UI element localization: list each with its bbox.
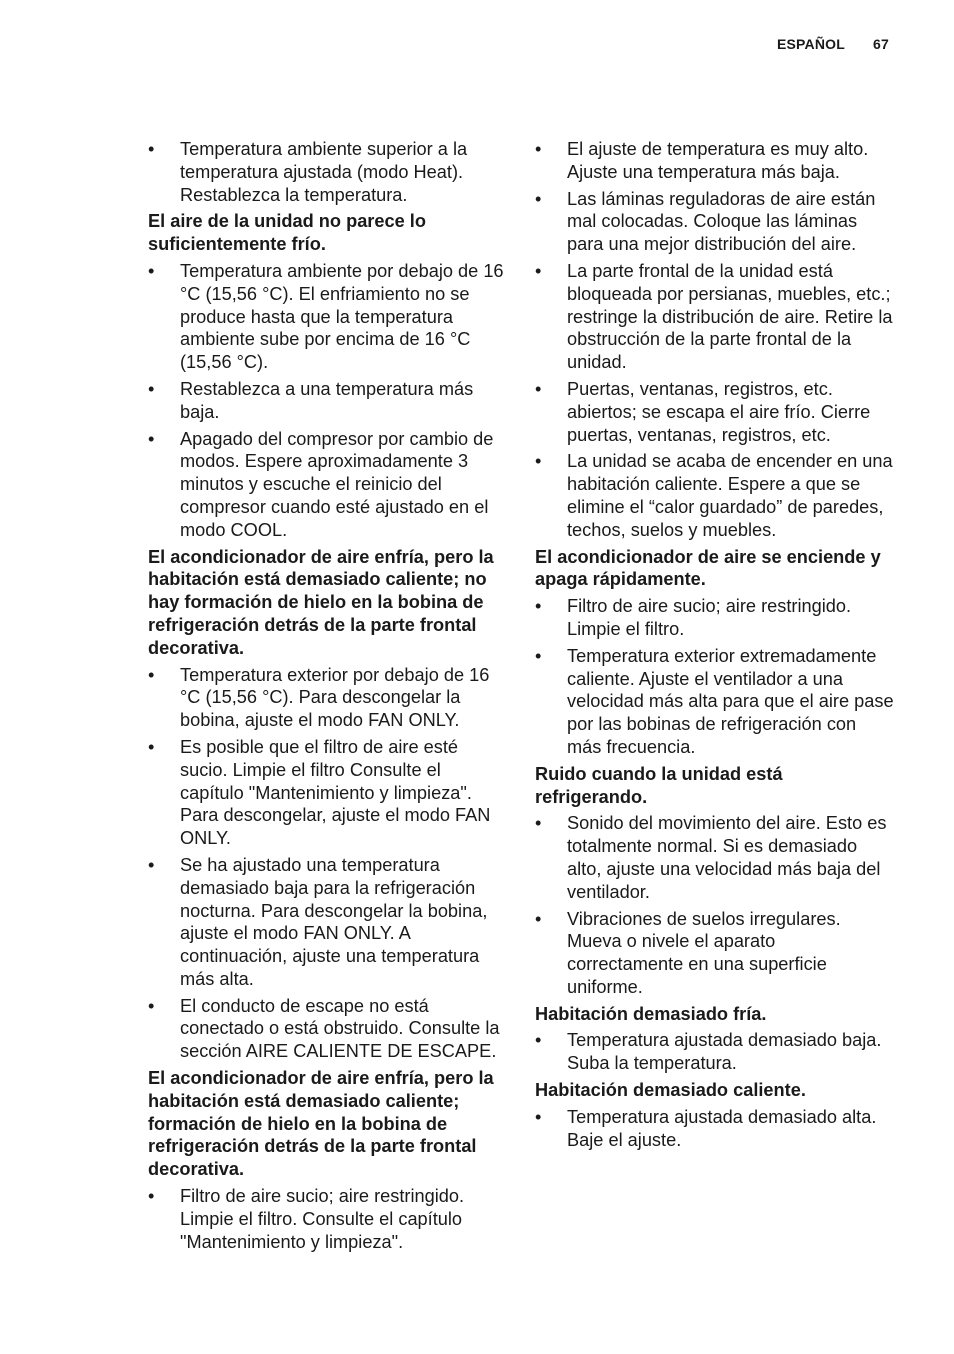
bullet-item: • Sonido del movimiento del aire. Esto es totalmente normal. Si es demasiado alto, ajuste una velocidad más baja del ventilador. bbox=[535, 812, 895, 903]
bullet-item: • Temperatura exterior por debajo de 16 °C (15,56 °C). Para descongelar la bobina, ajuste el modo FAN ONLY. bbox=[148, 664, 508, 732]
section-heading: El acondicionador de aire enfría, pero la habitación está demasiado caliente; formación de hielo en la bobina de refrigeración detrás de la parte frontal decorativa. bbox=[148, 1068, 494, 1180]
bullet-item: • Restablezca a una temperatura más baja. bbox=[148, 378, 508, 424]
bullet-item: • El ajuste de temperatura es muy alto. Ajuste una temperatura más baja. bbox=[535, 138, 895, 184]
page-number: 67 bbox=[873, 36, 889, 52]
section-heading: Habitación demasiado caliente. bbox=[535, 1080, 806, 1101]
section-heading: El acondicionador de aire enfría, pero la habitación está demasiado caliente; no hay formación de hielo en la bobina de refrigeración detrás de la parte frontal decorativa. bbox=[148, 546, 494, 658]
bullet-item: • Es posible que el filtro de aire esté sucio. Limpie el filtro Consulte el capítulo "Mantenimiento y limpieza". Para descongelar, ajuste el modo FAN ONLY. bbox=[148, 736, 508, 850]
bullet-item: • Temperatura ajustada demasiado baja. Suba la temperatura. bbox=[535, 1029, 895, 1075]
bullet-item: • Las láminas reguladoras de aire están mal colocadas. Coloque las láminas para una mejor distribución del aire. bbox=[535, 188, 895, 256]
section-heading: El aire de la unidad no parece lo suficientemente frío. bbox=[148, 211, 426, 255]
bullet-item: • Puertas, ventanas, registros, etc. abiertos; se escapa el aire frío. Cierre puertas, ventanas, registros, etc. bbox=[535, 378, 895, 446]
bullet-item: • Temperatura ajustada demasiado alta. Baje el ajuste. bbox=[535, 1106, 895, 1152]
bullet-item: • Filtro de aire sucio; aire restringido. Limpie el filtro. bbox=[535, 595, 895, 641]
section-heading: Ruido cuando la unidad está refrigerando. bbox=[535, 763, 783, 807]
bullet-item: • Apagado del compresor por cambio de modos. Espere aproximadamente 3 minutos y escuche el reinicio del compresor cuando esté ajustado en el modo COOL. bbox=[148, 428, 508, 542]
bullet-item: • Filtro de aire sucio; aire restringido. Limpie el filtro. Consulte el capítulo "Mantenimiento y limpieza". bbox=[148, 1185, 508, 1253]
bullet-item: • La unidad se acaba de encender en una habitación caliente. Espere a que se elimine el “calor guardado” de paredes, techos, suelos y muebles. bbox=[535, 450, 895, 541]
bullet-item: • Temperatura ambiente por debajo de 16 °C (15,56 °C). El enfriamiento no se produce hasta que la temperatura ambiente sube por encima de 16 °C (15,56 °C). bbox=[148, 260, 508, 374]
bullet-item: • Vibraciones de suelos irregulares. Mueva o nivele el aparato correctamente en una superficie uniforme. bbox=[535, 908, 895, 999]
section-heading: Habitación demasiado fría. bbox=[535, 1003, 767, 1024]
page-header bbox=[777, 36, 889, 52]
bullet-item: • Temperatura ambiente superior a la temperatura ajustada (modo Heat). Restablezca la temperatura. bbox=[148, 138, 508, 206]
section-label: ESPAÑOL bbox=[776, 36, 846, 52]
bullet-item: • La parte frontal de la unidad está bloqueada por persianas, muebles, etc.; restringe la distribución de aire. Retire la obstrucción de la parte frontal de la unidad. bbox=[535, 260, 895, 374]
bullet-item: • El conducto de escape no está conectado o está obstruido. Consulte la sección AIRE CALIENTE DE ESCAPE. bbox=[148, 995, 508, 1063]
right-column bbox=[535, 138, 895, 1155]
bullet-item: • Temperatura exterior extremadamente caliente. Ajuste el ventilador a una velocidad más alta para que el aire pase por las bobinas de refrigeración con más frecuencia. bbox=[535, 645, 895, 759]
left-column bbox=[148, 138, 508, 1257]
section-heading: El acondicionador de aire se enciende y apaga rápidamente. bbox=[535, 546, 881, 590]
bullet-item: • Se ha ajustado una temperatura demasiado baja para la refrigeración nocturna. Para descongelar la bobina, ajuste el modo FAN ONLY. A continuación, ajuste una temperatura más alta. bbox=[148, 854, 508, 991]
